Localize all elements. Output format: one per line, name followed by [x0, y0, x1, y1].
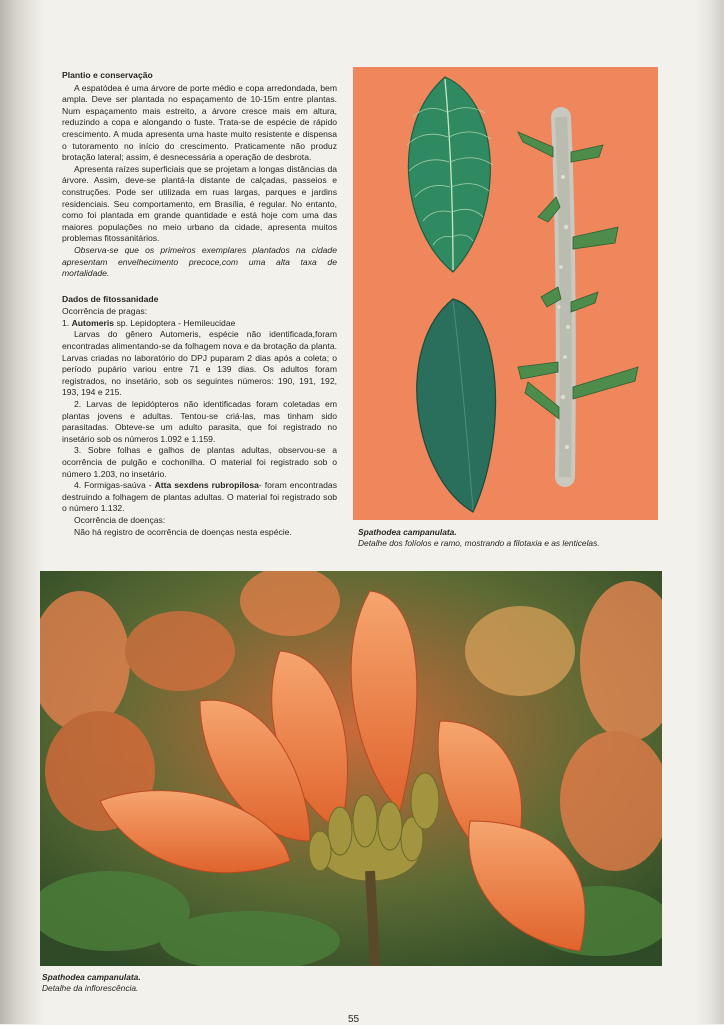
doencas-text: Não há registro de ocorrência de doenças nesta espécie. — [74, 526, 292, 537]
caption-inflorescence-photo — [42, 972, 342, 994]
pest-item-2: 2. Larvas de lepidópteros não identificadas foram coletadas em plantas jovens e adultas. Tentou-se criá-las, mas tinham sido parasitadas. Obteve-se um adulto parasita, que foi registrado no insetário sob os números 1.092 e 1.159. — [62, 399, 337, 444]
caption-species: Spathodea campanulata. — [358, 527, 457, 537]
paragraph-plantio-2: Apresenta raízes superficiais que se projetam a longas distâncias da árvore. Assim, deve-se plantá-la distante de calçadas, passeios e construções. Pode ser utilizada em ruas largas, parques e jardins residenciais. Seu comportamento, em Brasília, é regular. No entanto, como foi plantada em grande quantidade e está hoje com uma das maiores populações no meio urbano da cidade, apresenta muitos problemas fitossanitários. — [62, 163, 337, 244]
caption-species: Spathodea campanulata. — [42, 972, 141, 982]
leaf-branch-photo — [353, 67, 658, 520]
paragraph-plantio-1: A espatódea é uma árvore de porte médio e copa arredondada, bem ampla. Deve ser plantada no espaçamento de 10-15m entre plantas. Num espaçamento mais estreito, a árvore cresce mais em altura, reduzindo a copa e alongando o fuste. Trata-se de espécie de rápido crescimento. A muda apresenta uma haste muito resistente e dispensa o tutoramento no início do crescimento. Praticamente não produz brotação lateral; assim, é desnecessária a operação de desbrota. — [62, 82, 337, 163]
pest-item-1-title: 1. Automeris sp. Lepidoptera - Hemileucidae — [62, 317, 236, 328]
pest-name-automeris: Automeris — [71, 317, 115, 328]
inflorescence-photo — [40, 571, 662, 966]
section-heading-fitossanidade: Dados de fitossanidade — [62, 293, 159, 304]
subheading-doencas: Ocorrência de doenças: — [74, 514, 166, 525]
page-edge — [696, 0, 724, 1024]
pest-item-3: 3. Sobre folhas e galhos de plantas adultas, observou-se a ocorrência de pulgão e cochonilha. O material foi registrado sob o número 1.203, no insetário. — [62, 445, 337, 479]
section-heading-plantio: Plantio e conservação — [62, 70, 153, 80]
pest-name-atta: Atta sexdens rubropilosa — [154, 480, 259, 491]
pest-item-4: 4. Formigas-saúva - Atta sexdens rubropilosa- foram encontradas destruindo a folhagem de plantas adultas. O material foi registrado sob o número 1.132. — [62, 480, 338, 514]
caption-detail: Detalhe dos folíolos e ramo, mostrando a filotaxia e as lenticelas. — [358, 538, 600, 548]
subheading-pragas: Ocorrência de pragas: — [62, 306, 148, 317]
leaf-branch-illustration — [353, 67, 658, 520]
pest-item-1-text: Larvas do gênero Automeris, espécie não identificada,foram encontradas alimentando-se da folhagem nova e da brotação da planta. Larvas criadas no laboratório do DPJ puparam 2 dias após a coleta; o período pupário variou entre 71 e 139 dias. Os adultos foram registrados, no insetário, sob os seguintes números: 190, 191, 192, 193, 194 e 215. — [62, 329, 337, 398]
paragraph-plantio-3: Observa-se que os primeiros exemplares plantados na cidade apresentam envelhecimento precoce,com uma alta taxa de mortalidade. — [62, 244, 337, 279]
inflorescence-illustration — [40, 571, 662, 966]
text-column — [62, 70, 337, 538]
page-number: 55 — [348, 1014, 360, 1025]
caption-detail: Detalhe da inflorescência. — [42, 983, 139, 993]
caption-leaf-photo — [358, 527, 658, 549]
binding-shadow — [0, 0, 44, 1024]
